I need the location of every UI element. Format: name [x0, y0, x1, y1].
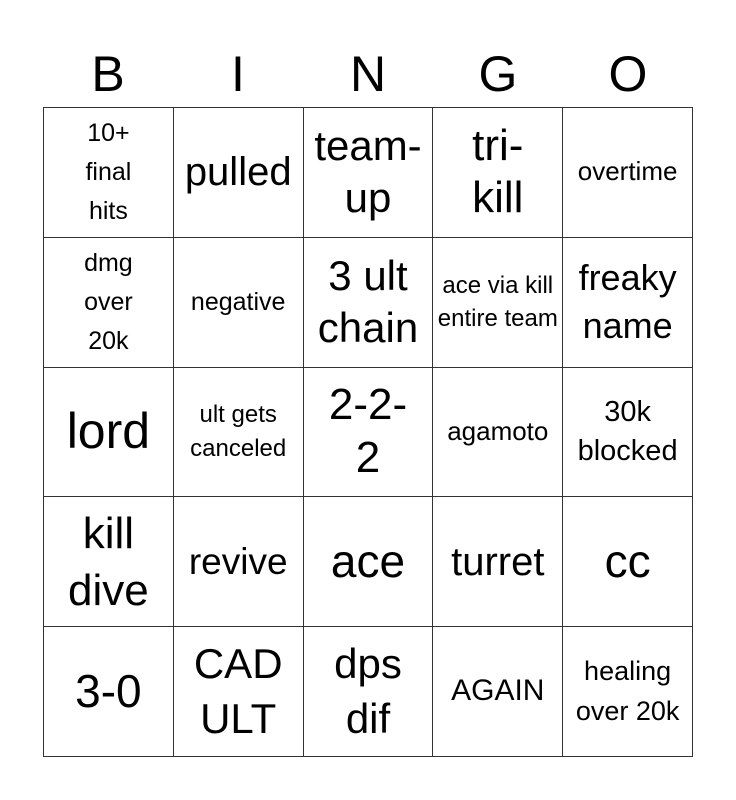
cell-text: ult gets canceled [190, 401, 287, 462]
bingo-cell[interactable] [44, 497, 174, 627]
bingo-cell[interactable] [433, 238, 563, 368]
cell-text: freaky name [578, 256, 677, 347]
bingo-cell[interactable] [44, 238, 174, 368]
bingo-cell[interactable] [304, 238, 434, 368]
cell-text: 10+ final hits [85, 119, 132, 225]
cell-text: agamoto [447, 416, 549, 447]
bingo-cell[interactable] [304, 368, 434, 498]
cell-text: 30k blocked [577, 395, 678, 467]
bingo-cell[interactable] [304, 497, 434, 627]
bingo-cell[interactable] [44, 368, 174, 498]
bingo-cell[interactable] [563, 497, 693, 627]
bingo-cell[interactable] [44, 108, 174, 238]
bingo-cell[interactable] [304, 108, 434, 238]
cell-text: ace [330, 535, 406, 588]
bingo-cell[interactable] [563, 238, 693, 368]
header-letter-i: I [231, 46, 245, 102]
cell-text: revive [188, 540, 288, 582]
cell-text: dps dif [334, 640, 402, 742]
header-letter-o: O [608, 46, 648, 102]
header-letter-b: B [91, 46, 125, 102]
bingo-cell[interactable] [304, 627, 434, 757]
bingo-cell[interactable] [563, 368, 693, 498]
header-letter-g: G [478, 46, 518, 102]
header-letter-n: N [349, 46, 387, 102]
cell-text: 3 ult chain [317, 251, 419, 352]
bingo-cell[interactable] [174, 497, 304, 627]
bingo-cell[interactable] [174, 627, 304, 757]
bingo-board [43, 107, 693, 757]
bingo-cell[interactable] [433, 368, 563, 498]
cell-text: 2-2-2 [328, 380, 408, 482]
bingo-cell[interactable] [563, 108, 693, 238]
bingo-cell[interactable] [433, 627, 563, 757]
cell-text: negative [190, 287, 286, 316]
cell-text: overtime [577, 156, 678, 187]
bingo-cell[interactable] [44, 627, 174, 757]
bingo-cell[interactable] [433, 497, 563, 627]
bingo-cell[interactable] [433, 108, 563, 238]
cell-text: dmg over 20k [84, 249, 133, 355]
cell-text: lord [66, 403, 151, 460]
bingo-cell[interactable] [174, 368, 304, 498]
bingo-cell[interactable] [563, 627, 693, 757]
cell-text: 3-0 [75, 665, 142, 718]
cell-text: ace via kill entire team [437, 271, 558, 333]
cell-text: AGAIN [451, 674, 545, 708]
cell-text: tri-kill [472, 120, 524, 223]
cell-text: kill dive [68, 508, 149, 615]
cell-text: CAD ULT [193, 640, 283, 742]
bingo-header [43, 40, 693, 108]
bingo-cell[interactable] [174, 238, 304, 368]
cell-text: pulled [184, 150, 292, 195]
cell-text: turret [451, 539, 545, 584]
bingo-cell[interactable] [174, 108, 304, 238]
cell-text: team-up [314, 121, 422, 222]
cell-text: cc [604, 535, 651, 588]
cell-text: healing over 20k [575, 656, 680, 726]
